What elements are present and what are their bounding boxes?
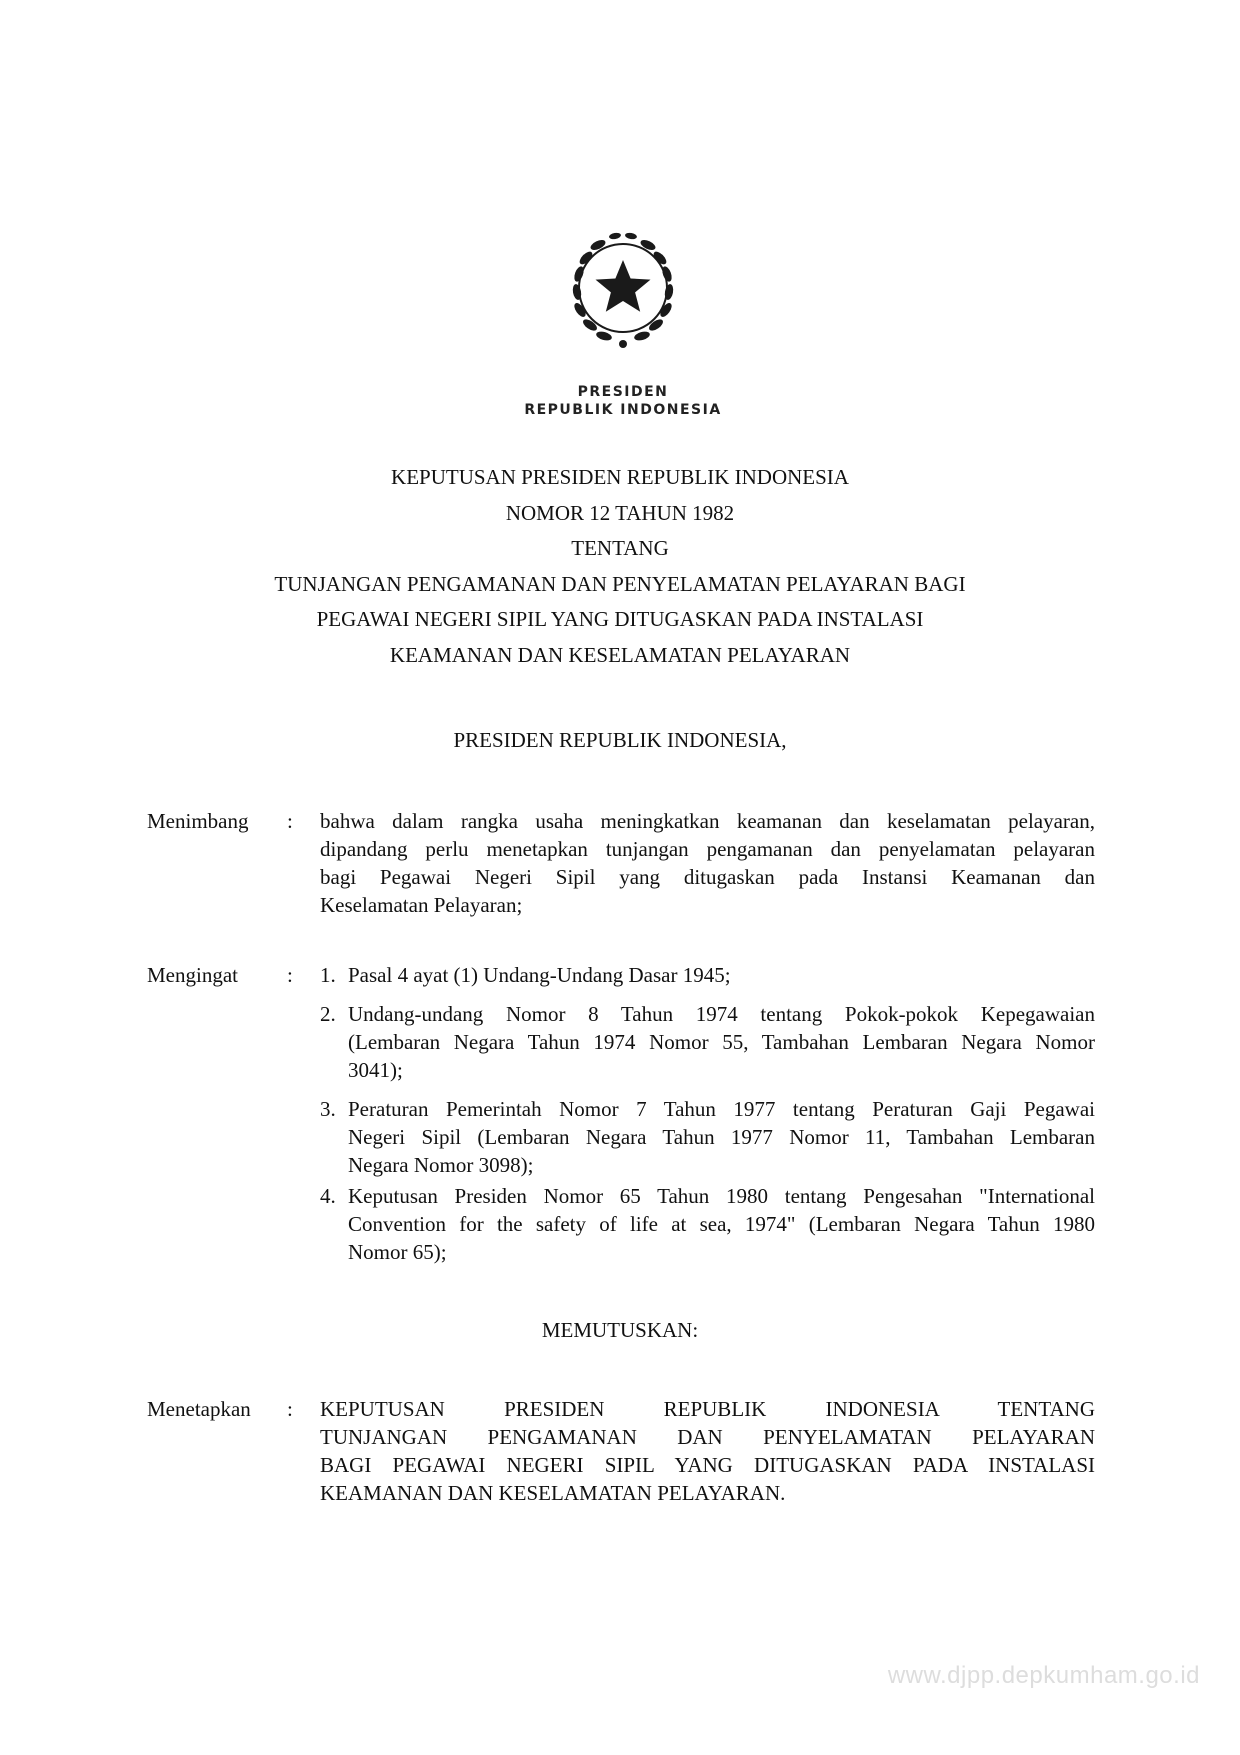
text-line: (Lembaran Negara Tahun 1974 Nomor 55, Tambahan Lembaran Negara Nomor: [348, 1030, 1095, 1054]
text-line: bagi Pegawai Negeri Sipil yang ditugaskan pada Instansi Keamanan dan: [320, 865, 1095, 889]
emblem-caption-presiden: PRESIDEN: [577, 384, 669, 400]
item-number: 1.: [320, 963, 336, 987]
menetapkan-text: [320, 1395, 1095, 1507]
menimbang-section: [147, 807, 1095, 927]
text-line: TUNJANGAN PENGAMANAN DAN PENYELAMATAN PELAYARAN: [320, 1425, 1095, 1449]
website-watermark: www.djpp.depkumham.go.id: [887, 1662, 1200, 1689]
section-colon: :: [287, 1397, 293, 1421]
text-line: Nomor 65);: [348, 1240, 447, 1264]
presiden-heading: PRESIDEN REPUBLIK INDONESIA,: [453, 728, 787, 752]
text-line: bahwa dalam rangka usaha meningkatkan keamanan dan keselamatan pelayaran,: [320, 809, 1095, 833]
text-line: Convention for the safety of life at sea, 1974" (Lembaran Negara Tahun 1980: [348, 1212, 1095, 1236]
title-line: TUNJANGAN PENGAMANAN DAN PENYELAMATAN PELAYARAN BAGI: [274, 571, 966, 596]
title-line: KEPUTUSAN PRESIDEN REPUBLIK INDONESIA: [391, 465, 849, 489]
text-line: BAGI PEGAWAI NEGERI SIPIL YANG DITUGASKAN PADA INSTALASI: [320, 1453, 1095, 1477]
text-line: KEAMANAN DAN KESELAMATAN PELAYARAN.: [320, 1481, 786, 1505]
title-line: KEAMANAN DAN KESELAMATAN PELAYARAN: [389, 642, 851, 667]
text-line: dipandang perlu menetapkan tunjangan pengamanan dan penyelamatan pelayaran: [320, 837, 1095, 861]
text-line: Undang-undang Nomor 8 Tahun 1974 tentang Pokok-pokok Kepegawaian: [348, 1002, 1095, 1026]
item-number: 2.: [320, 1002, 336, 1026]
section-colon: :: [287, 963, 293, 987]
text-line: Keputusan Presiden Nomor 65 Tahun 1980 tentang Pengesahan "International: [348, 1184, 1095, 1208]
text-line: Pasal 4 ayat (1) Undang-Undang Dasar 1945;: [348, 963, 731, 987]
menimbang-text: [320, 807, 1095, 919]
memutuskan-heading: MEMUTUSKAN:: [541, 1318, 699, 1342]
section-label: Menimbang: [147, 809, 249, 833]
item-number: 3.: [320, 1097, 336, 1121]
title-line: PEGAWAI NEGERI SIPIL YANG DITUGASKAN PADA INSTALASI: [316, 607, 924, 631]
text-line: 3041);: [348, 1058, 403, 1082]
mengingat-section: [147, 961, 1095, 1281]
emblem-caption-republik: REPUBLIK INDONESIA: [524, 402, 722, 418]
section-colon: :: [287, 809, 293, 833]
text-line: Peraturan Pemerintah Nomor 7 Tahun 1977 tentang Peraturan Gaji Pegawai: [348, 1097, 1095, 1121]
section-label: Mengingat: [147, 963, 238, 987]
document-title: [120, 460, 1120, 673]
text-line: Negara Nomor 3098);: [348, 1153, 534, 1177]
text-line: KEPUTUSAN PRESIDEN REPUBLIK INDONESIA TENTANG: [320, 1397, 1095, 1421]
title-line: NOMOR 12 TAHUN 1982: [505, 500, 735, 525]
presidential-emblem-icon: [555, 222, 691, 358]
text-line: Keselamatan Pelayaran;: [320, 893, 523, 917]
section-label: Menetapkan: [147, 1397, 251, 1421]
text-line: Negeri Sipil (Lembaran Negara Tahun 1977 Nomor 11, Tambahan Lembaran: [348, 1125, 1095, 1149]
title-line: TENTANG: [571, 536, 669, 560]
menetapkan-section: [147, 1395, 1095, 1515]
item-number: 4.: [320, 1184, 336, 1208]
